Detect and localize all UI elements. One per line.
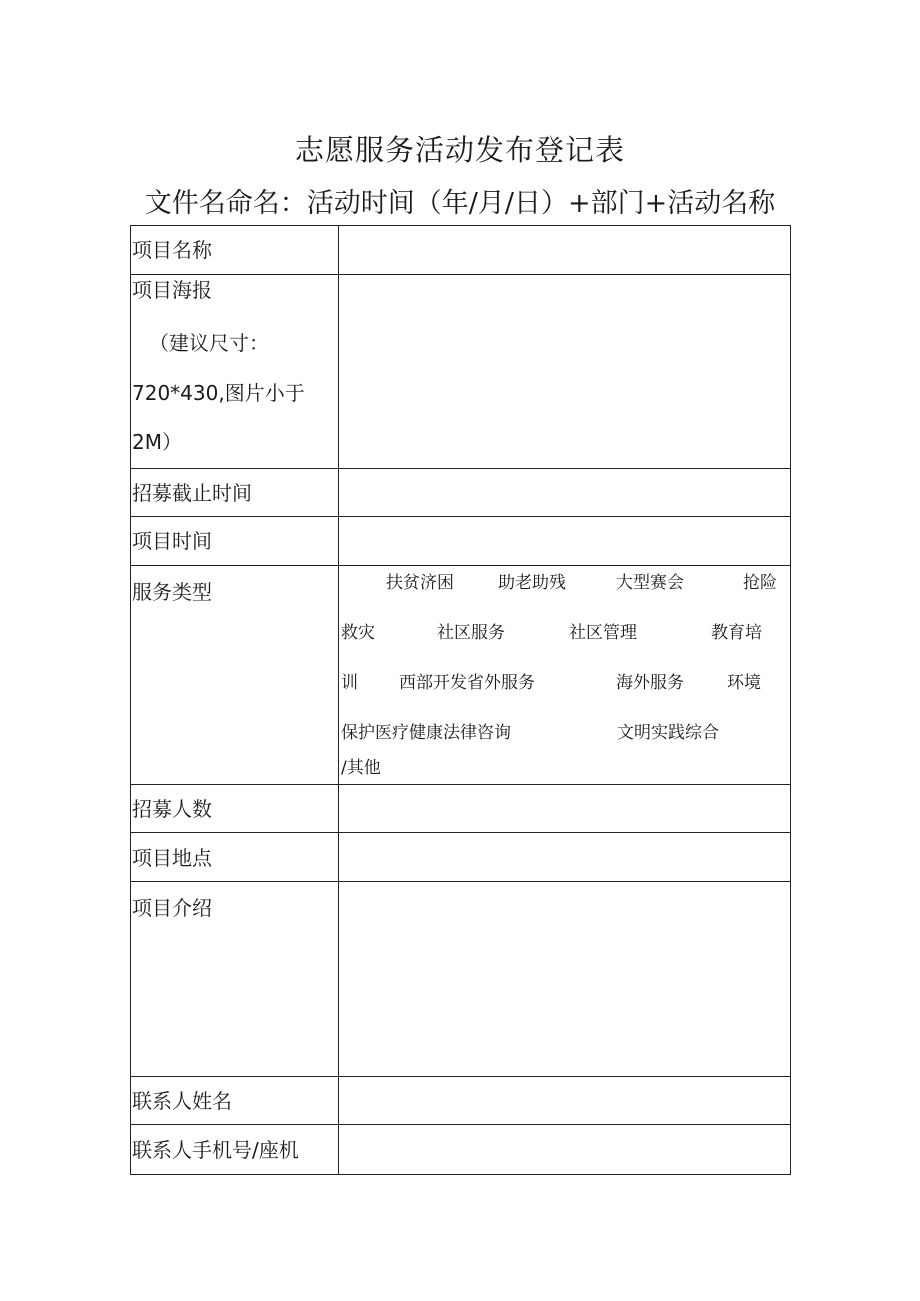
row-divider [131,1076,790,1077]
label-contact-name: 联系人姓名 [132,1089,232,1113]
row-divider [131,1124,790,1125]
service-option: 助老助残 [498,573,566,593]
label-project-time: 项目时间 [132,529,212,553]
row-divider [131,468,790,469]
poster-size-note: 2M） [132,430,182,454]
label-project-location: 项目地点 [132,846,212,870]
service-option: 训 [341,673,358,693]
row-divider [131,516,790,517]
service-option: 扶贫济困 [386,573,454,593]
row-divider [131,784,790,785]
label-project-poster: 项目海报 [132,278,212,302]
service-option: 救灾 [341,623,375,643]
service-option: 文明实践综合 [617,723,719,743]
poster-size-note: （建议尺寸： [149,331,269,355]
service-option: 抢险 [743,573,777,593]
row-divider [131,832,790,833]
service-option: /其他 [341,758,381,778]
service-option: 社区管理 [569,623,637,643]
label-service-type: 服务类型 [132,580,212,604]
service-option: 社区服务 [437,623,505,643]
row-divider [131,565,790,566]
service-option: 西部开发省外服务 [399,673,535,693]
label-contact-phone: 联系人手机号/座机 [132,1138,299,1162]
label-recruit-deadline: 招募截止时间 [132,481,252,505]
service-option: 大型赛会 [616,573,684,593]
form-title: 志愿服务活动发布登记表 [294,133,625,167]
row-divider [131,274,790,275]
column-divider [338,226,339,1174]
service-option: 环境 [727,673,761,693]
row-divider [131,881,790,882]
label-project-intro: 项目介绍 [132,896,212,920]
label-recruit-count: 招募人数 [132,797,212,821]
label-project-name: 项目名称 [132,238,212,262]
service-option: 教育培 [711,623,762,643]
service-option: 保护医疗健康法律咨询 [341,723,511,743]
service-option: 海外服务 [616,673,684,693]
registration-table [130,225,791,1175]
poster-size-note: 720*430,图片小于 [132,381,305,405]
file-naming-rule: 文件名命名：活动时间（年/月/日）+部门+活动名称 [144,188,776,219]
